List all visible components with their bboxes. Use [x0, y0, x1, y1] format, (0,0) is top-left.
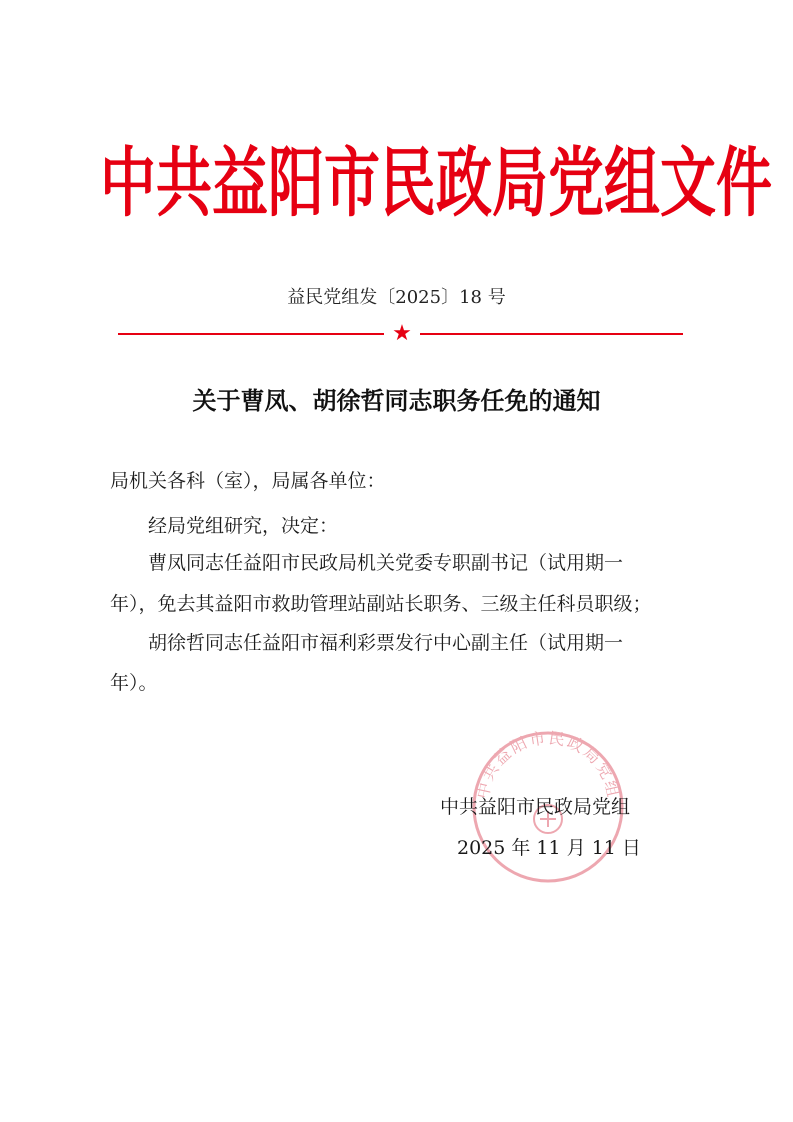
red-rule-right: [420, 333, 683, 335]
paragraph-appointment-1-line-2: 年），免去其益阳市救助管理站副站长职务、三级主任科员职级；: [110, 593, 652, 615]
paragraph-decision: 经局党组研究，决定：: [148, 515, 339, 537]
paragraph-appointment-1-line-1: 曹凤同志任益阳市民政局机关党委专职副书记（试用期一: [148, 552, 624, 574]
red-rule-left: [118, 333, 384, 335]
notice-title: 关于曹凤、胡徐哲同志职务任免的通知: [192, 386, 601, 415]
star-icon: ★: [392, 321, 412, 346]
svg-text:中共益阳市民政局党组: 中共益阳市民政局党组: [472, 728, 624, 801]
signing-organization: 中共益阳市民政局党组: [440, 796, 631, 818]
salutation: 局机关各科（室），局属各单位：: [110, 470, 386, 492]
paragraph-appointment-2-line-1: 胡徐哲同志任益阳市福利彩票发行中心副主任（试用期一: [148, 632, 624, 654]
paragraph-appointment-2-line-2: 年）。: [110, 672, 158, 694]
signing-date: 2025 年 11 月 11 日: [457, 837, 641, 859]
document-number: 益民党组发〔2025〕18 号: [287, 287, 506, 308]
document-header-title: 中共益阳市民政局党组文件: [100, 138, 772, 228]
